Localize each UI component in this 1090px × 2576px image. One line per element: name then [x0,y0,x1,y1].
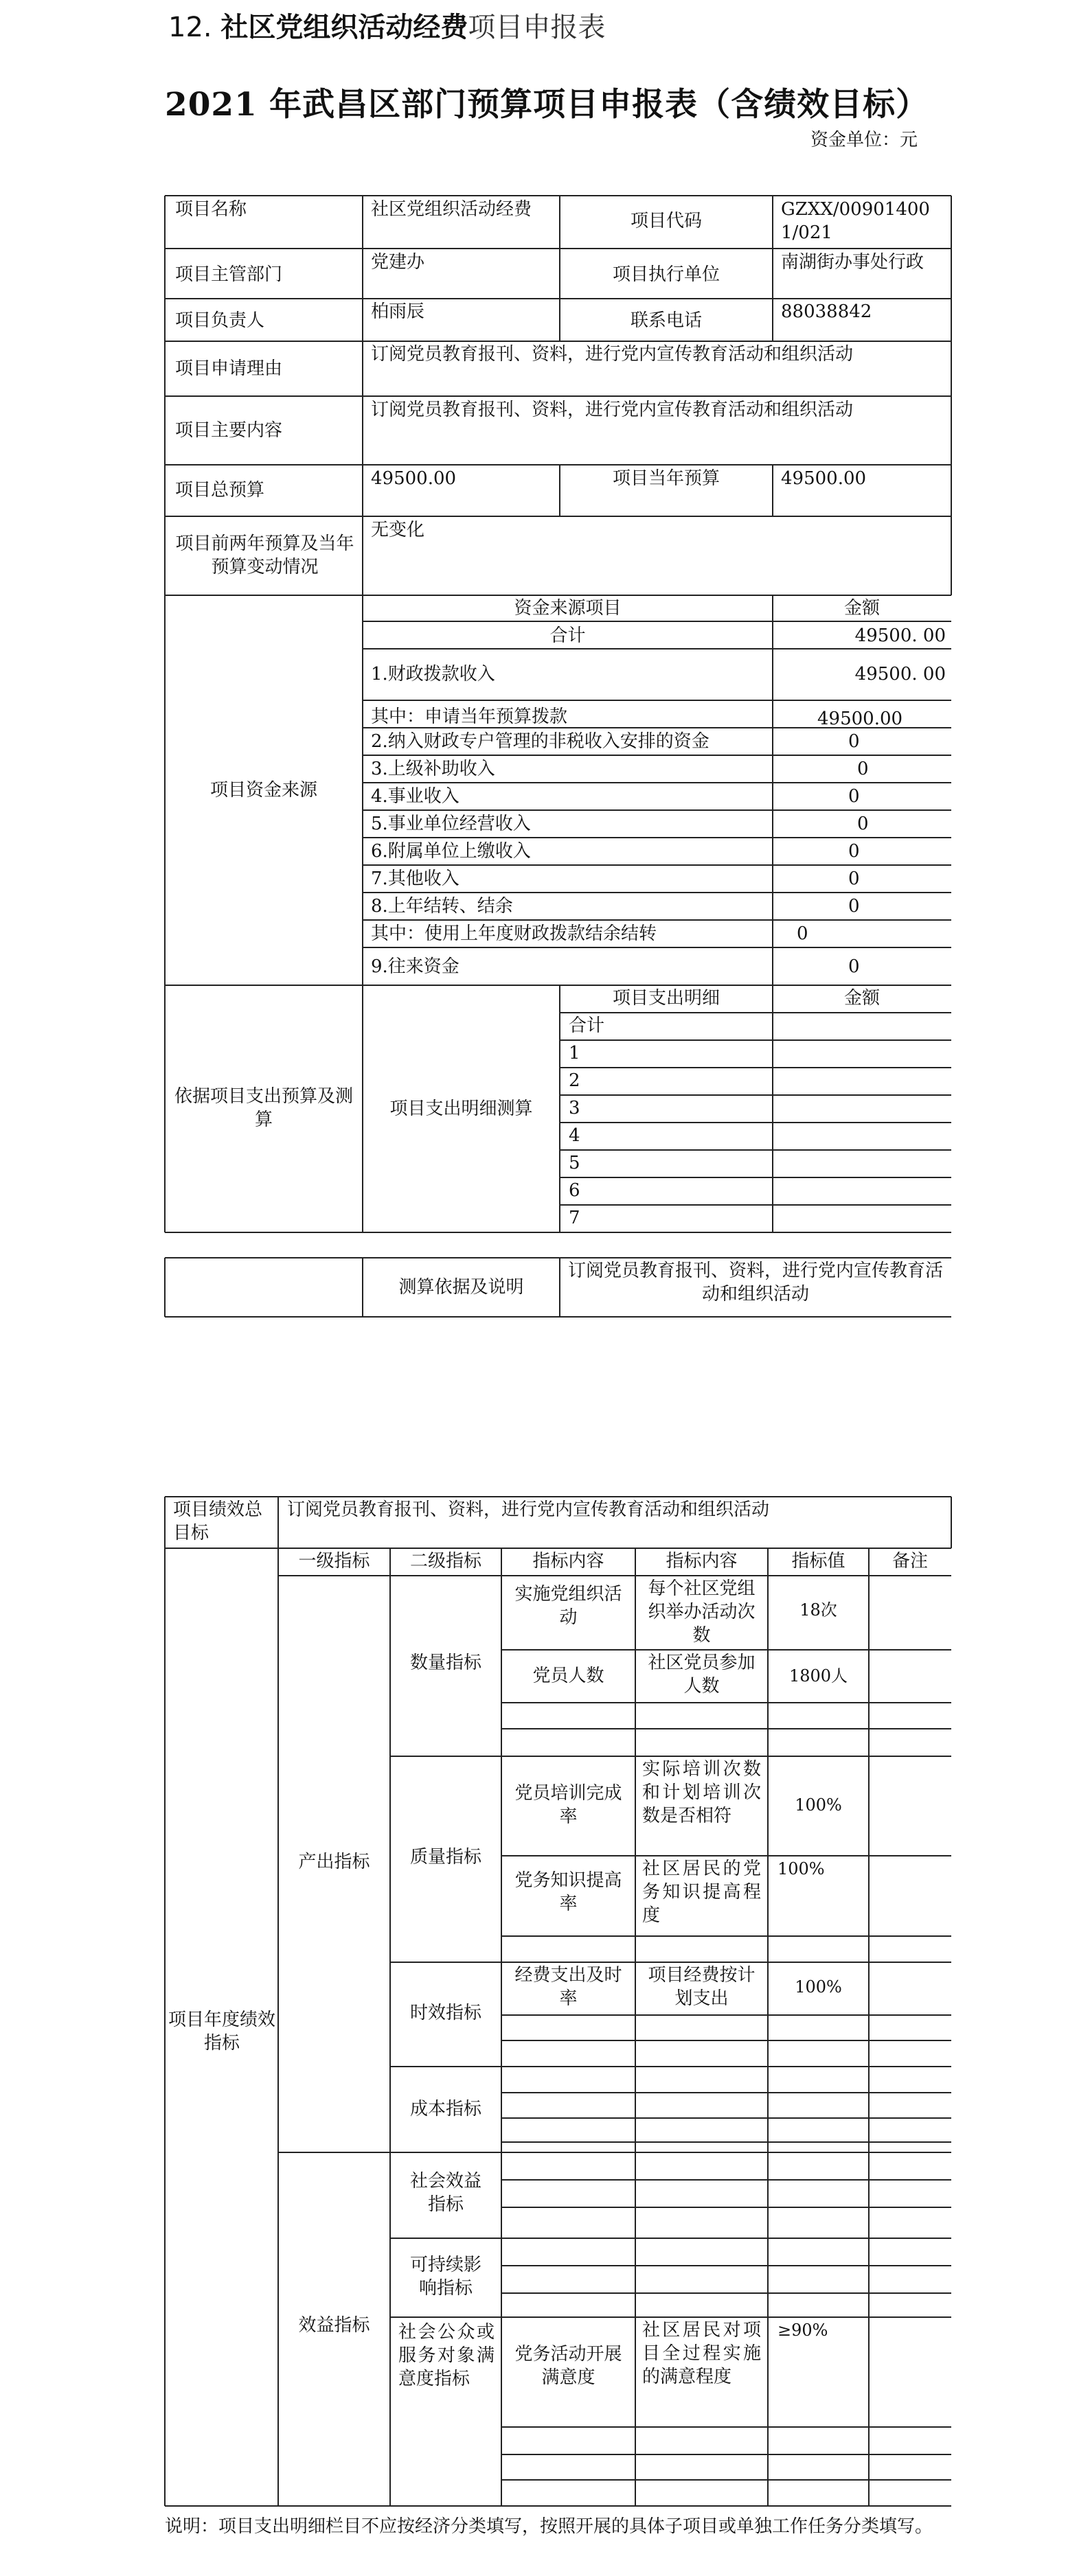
funding-row-amount: 0 [797,923,808,944]
funding-row-amount: 0 [848,869,860,889]
funding-row-amount: 0 [848,956,860,977]
exec-unit-label: 项目执行单位 [612,264,720,285]
owner-label: 项目负责人 [175,310,265,331]
perf-row-content: 党务活动开展满意度 [514,2344,622,2388]
perf-goal-label: 项目绩效总目标 [173,1499,263,1543]
total-budget-label: 项目总预算 [175,480,265,501]
perf-row-detail: 社区居民对项目全过程实施的满意程度 [642,2320,761,2387]
perf-row-content: 党员培训完成率 [514,1783,622,1827]
year-budget-label: 项目当年预算 [612,468,720,489]
dept-label: 项目主管部门 [175,264,283,285]
total-budget-value: 49500.00 [371,468,457,489]
page-title-prefix: 12. [168,12,221,43]
perf-l2-satisfaction: 社会公众或服务对象满意度指标 [398,2322,495,2389]
expenditure-row: 3 [569,1098,580,1118]
perf-row-content: 党务知识提高率 [514,1870,622,1914]
content-label: 项目主要内容 [175,420,283,441]
document-title: 2021 年武昌区部门预算项目申报表（含绩效目标） [165,86,929,124]
perf-row-detail: 项目经费按计划支出 [648,1965,756,2009]
perf-row-detail: 社区党员参加人数 [648,1653,756,1697]
page-title [168,5,605,45]
funding-row-amount: 49500.00 [817,709,903,729]
perf-l2-timeliness: 时效指标 [409,2003,481,2023]
perf-l2-social: 社会效益指标 [409,2171,481,2215]
page-title-project: 社区党组织活动经费 [220,12,468,43]
funding-row-amount: 0 [857,814,869,834]
perf-row-value: 1800人 [788,1666,848,1686]
expenditure-row: 6 [569,1180,580,1201]
funding-row-item: 其中：使用上年度财政拨款结余结转 [371,923,657,944]
year-budget-value: 49500.00 [781,468,867,489]
basis-label: 测算依据及说明 [398,1277,524,1298]
project-code-value: GZXX/009014001/021 [781,199,930,243]
perf-row-detail: 实际培训次数和计划培训次数是否相符 [642,1759,761,1826]
phone-label: 联系电话 [630,310,702,331]
perf-header-detail: 指标内容 [666,1551,738,1572]
dept-value: 党建办 [371,252,425,273]
perf-row-value: 100% [795,1795,842,1815]
expenditure-label: 依据项目支出预算及测算 [174,1086,353,1130]
perf-row-content: 经费支出及时率 [514,1965,622,2009]
funding-row-amount: 0 [848,731,860,752]
funding-source-label: 项目资金来源 [209,780,317,801]
funding-row-item: 2.纳入财政专户管理的非税收入安排的资金 [371,731,709,752]
owner-value: 柏雨辰 [371,301,425,322]
expenditure-row: 1 [569,1043,580,1063]
funding-col-amount: 金额 [843,598,880,619]
funding-row-item: 8.上年结转、结余 [371,896,513,917]
page-title-rest: 项目申报表 [468,12,606,43]
expenditure-row: 7 [569,1208,580,1228]
expenditure-row: 5 [569,1153,580,1173]
perf-l2-quality: 质量指标 [409,1847,481,1867]
perf-l2-sustain: 可持续影响指标 [409,2255,481,2299]
perf-header-l1: 一级指标 [298,1551,370,1572]
content-value: 订阅党员教育报刊、资料，进行党内宣传教育活动和组织活动 [371,400,854,420]
currency-unit: 资金单位：元 [810,130,918,150]
perf-l2-cost: 成本指标 [409,2099,481,2119]
exec-unit-value: 南湖街办事处行政 [781,252,924,273]
perf-row-value: ≥90% [777,2321,828,2340]
funding-row-amount: 0 [848,841,860,862]
expenditure-row: 4 [569,1125,580,1146]
perf-l1-benefit: 效益指标 [298,2315,370,2336]
perf-l2-quantity: 数量指标 [409,1653,481,1673]
perf-header-remark: 备注 [892,1551,928,1572]
perf-goal-text: 订阅党员教育报刊、资料，进行党内宣传教育活动和组织活动 [287,1499,770,1520]
funding-row-item: 6.附属单位上缴收入 [371,841,531,862]
expenditure-row: 合计 [569,1015,605,1036]
perf-header-content: 指标内容 [532,1551,604,1572]
expenditure-sub-label: 项目支出明细测算 [389,1099,533,1119]
funding-col-source: 资金来源项目 [514,598,622,619]
funding-row-amount: 49500. 00 [854,625,946,646]
phone-value: 88038842 [781,301,872,322]
reason-label: 项目申请理由 [175,358,283,379]
perf-row-value: 18次 [799,1600,837,1620]
funding-row-item: 合计 [549,625,586,646]
funding-row-item: 4.事业收入 [371,786,459,807]
funding-row-amount: 0 [857,759,869,779]
perf-row-value: 100% [777,1859,825,1878]
funding-row-item: 7.其他收入 [371,869,459,889]
perf-row-detail: 社区居民的党务知识提高程度 [642,1859,761,1926]
perf-l1-output: 产出指标 [298,1852,370,1872]
footer-note: 说明：项目支出明细栏目不应按经济分类填写，按照开展的具体子项目或单独工作任务分类填写。 [165,2516,933,2537]
funding-row-item: 3.上级补助收入 [371,759,495,779]
expenditure-row: 2 [569,1070,580,1091]
funding-row-item: 1.财政拨款收入 [371,664,495,685]
funding-row-item: 9.往来资金 [371,956,459,977]
funding-row-amount: 0 [848,896,860,917]
perf-row-content: 实施党组织活动 [514,1584,622,1628]
project-name-label: 项目名称 [175,199,247,220]
reason-value: 订阅党员教育报刊、资料，进行党内宣传教育活动和组织活动 [371,344,854,365]
expenditure-col-item: 项目支出明细 [612,988,720,1009]
budget-change-label: 项目前两年预算及当年预算变动情况 [175,533,354,577]
perf-header-l2: 二级指标 [409,1551,481,1572]
perf-row-value: 100% [795,1977,842,1997]
funding-row-amount: 0 [848,786,860,807]
perf-header-value: 指标值 [791,1551,845,1572]
perf-row-detail: 每个社区党组织举办活动次数 [648,1578,756,1646]
budget-change-value: 无变化 [371,520,425,540]
perf-annual-label: 项目年度绩效指标 [168,2010,275,2054]
project-code-label: 项目代码 [630,211,702,231]
funding-row-item: 5.事业单位经营收入 [371,814,531,834]
funding-row-item: 其中：申请当年预算拨款 [371,706,568,727]
project-name-value: 社区党组织活动经费 [371,199,532,220]
perf-row-content: 党员人数 [532,1666,604,1686]
expenditure-col-amount: 金额 [843,988,880,1009]
funding-row-amount: 49500. 00 [854,664,946,685]
basis-text: 订阅党员教育报刊、资料，进行党内宣传教育活动和组织活动 [567,1261,943,1304]
